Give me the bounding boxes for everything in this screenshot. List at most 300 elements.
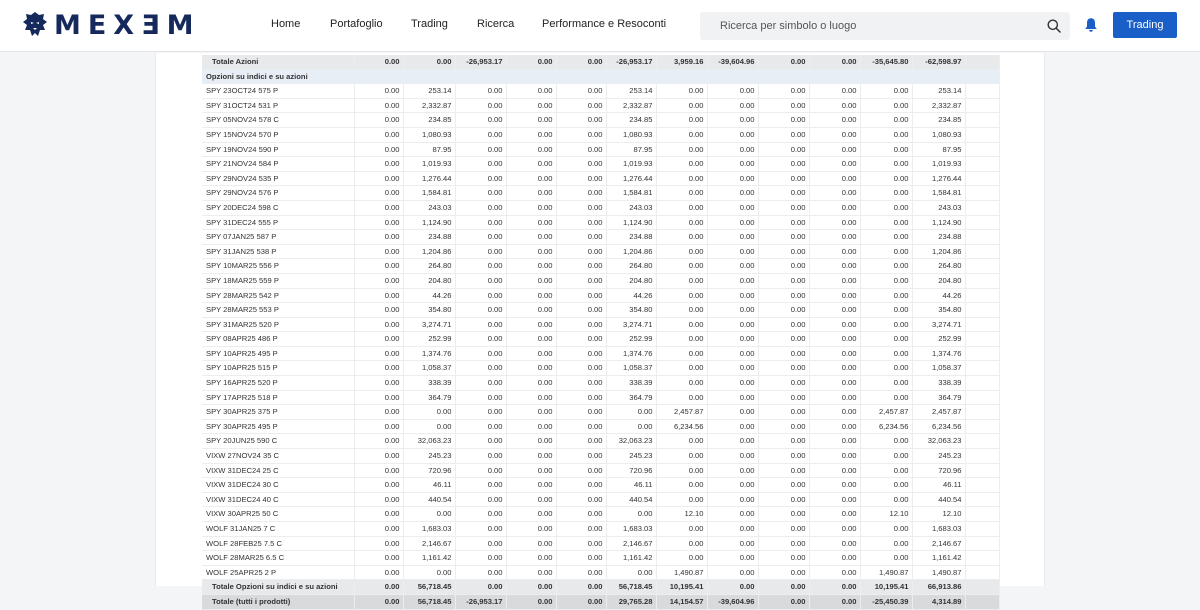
value-cell: 0.00 (354, 142, 403, 157)
value-cell: 0.00 (506, 405, 556, 420)
value-cell: 0.00 (707, 434, 758, 449)
value-cell: 0.00 (758, 405, 809, 420)
value-cell: 0.00 (354, 492, 403, 507)
spacer-cell (965, 244, 999, 259)
value-cell: 0.00 (556, 463, 606, 478)
value-cell: 66,913.86 (912, 580, 965, 595)
value-cell: 0.00 (455, 230, 506, 245)
value-cell: -25,450.39 (860, 594, 912, 609)
value-cell: 0.00 (707, 507, 758, 522)
value-cell: 338.39 (403, 376, 455, 391)
value-cell: 0.00 (707, 142, 758, 157)
value-cell: 0.00 (809, 288, 860, 303)
value-cell: 2,457.87 (860, 405, 912, 420)
value-cell: 0.00 (707, 200, 758, 215)
value-cell: 1,584.81 (606, 186, 656, 201)
value-cell: 0.00 (758, 98, 809, 113)
value-cell: 32,063.23 (606, 434, 656, 449)
value-cell: 0.00 (860, 317, 912, 332)
value-cell: 0.00 (656, 157, 707, 172)
value-cell: 0.00 (506, 288, 556, 303)
value-cell: 46.11 (606, 478, 656, 493)
value-cell: 364.79 (606, 390, 656, 405)
search-box (700, 12, 1070, 40)
value-cell: 0.00 (506, 157, 556, 172)
value-cell: 0.00 (506, 230, 556, 245)
value-cell: 0.00 (506, 594, 556, 609)
value-cell: 0.00 (455, 390, 506, 405)
table-row (202, 536, 999, 551)
value-cell: 0.00 (556, 127, 606, 142)
value-cell: 0.00 (707, 230, 758, 245)
value-cell: 0.00 (556, 449, 606, 464)
value-cell: 0.00 (354, 55, 403, 69)
value-cell: 0.00 (403, 55, 455, 69)
row-label: SPY 30APR25 375 P (202, 405, 354, 420)
value-cell: 0.00 (809, 186, 860, 201)
spacer-cell (965, 522, 999, 537)
value-cell: 0.00 (455, 288, 506, 303)
table-row (202, 332, 999, 347)
bell-icon[interactable] (1084, 17, 1098, 33)
spacer-cell (965, 507, 999, 522)
value-cell: 0.00 (556, 244, 606, 259)
value-cell: 0.00 (455, 317, 506, 332)
value-cell: 0.00 (809, 361, 860, 376)
value-cell: 0.00 (707, 376, 758, 391)
value-cell: 0.00 (556, 536, 606, 551)
value-cell: 0.00 (455, 259, 506, 274)
search-icon[interactable] (1047, 19, 1061, 33)
nav-item-portafoglio[interactable]: Portafoglio (330, 18, 383, 30)
value-cell: 1,019.93 (403, 157, 455, 172)
value-cell: 0.00 (556, 434, 606, 449)
value-cell: 0.00 (860, 142, 912, 157)
row-label: WOLF 28FEB25 7.5 C (202, 536, 354, 551)
row-label: SPY 08APR25 486 P (202, 332, 354, 347)
value-cell: 3,274.71 (403, 317, 455, 332)
row-label: SPY 10APR25 515 P (202, 361, 354, 376)
value-cell: 0.00 (656, 98, 707, 113)
value-cell: 0.00 (758, 55, 809, 69)
value-cell: 0.00 (860, 127, 912, 142)
value-cell: 0.00 (656, 244, 707, 259)
value-cell: 0.00 (758, 449, 809, 464)
value-cell: 0.00 (809, 478, 860, 493)
value-cell: 264.80 (606, 259, 656, 274)
row-label: SPY 19NOV24 590 P (202, 142, 354, 157)
value-cell: 2,146.67 (912, 536, 965, 551)
value-cell: 0.00 (707, 127, 758, 142)
row-label: SPY 31MAR25 520 P (202, 317, 354, 332)
spacer-cell (965, 434, 999, 449)
value-cell: 0.00 (455, 405, 506, 420)
spacer-cell (965, 346, 999, 361)
row-label: SPY 07JAN25 587 P (202, 230, 354, 245)
grand-total-row (202, 594, 999, 609)
value-cell: 0.00 (656, 273, 707, 288)
value-cell: 0.00 (860, 84, 912, 99)
value-cell: 0.00 (707, 565, 758, 580)
spacer-cell (965, 551, 999, 566)
value-cell: 44.26 (403, 288, 455, 303)
value-cell: 0.00 (354, 463, 403, 478)
value-cell: 0.00 (354, 317, 403, 332)
value-cell: 0.00 (354, 376, 403, 391)
value-cell: 3,274.71 (606, 317, 656, 332)
value-cell: 253.14 (912, 84, 965, 99)
value-cell: 29,765.28 (606, 594, 656, 609)
value-cell: 0.00 (860, 230, 912, 245)
spacer-cell (965, 463, 999, 478)
value-cell: 0.00 (758, 142, 809, 157)
value-cell: 0.00 (455, 142, 506, 157)
value-cell: 0.00 (506, 186, 556, 201)
value-cell: 87.95 (912, 142, 965, 157)
value-cell: 0.00 (354, 186, 403, 201)
value-cell: 1,276.44 (912, 171, 965, 186)
value-cell: 0.00 (707, 157, 758, 172)
value-cell: 234.88 (912, 230, 965, 245)
value-cell: 0.00 (758, 259, 809, 274)
value-cell: 0.00 (455, 346, 506, 361)
value-cell: -26,953.17 (455, 594, 506, 609)
spacer-cell (965, 98, 999, 113)
value-cell: 0.00 (860, 492, 912, 507)
value-cell: 0.00 (707, 449, 758, 464)
subtotal-row-azioni (202, 55, 999, 69)
value-cell: 234.88 (403, 230, 455, 245)
value-cell: 0.00 (506, 346, 556, 361)
value-cell: 0.00 (656, 127, 707, 142)
row-label: SPY 21NOV24 584 P (202, 157, 354, 172)
value-cell: 0.00 (758, 186, 809, 201)
value-cell: 0.00 (860, 273, 912, 288)
value-cell: 0.00 (656, 478, 707, 493)
value-cell: 0.00 (354, 405, 403, 420)
value-cell: 0.00 (556, 171, 606, 186)
report-content (155, 53, 1045, 606)
value-cell: 0.00 (506, 259, 556, 274)
value-cell: 0.00 (556, 376, 606, 391)
value-cell: 0.00 (354, 390, 403, 405)
value-cell: 0.00 (556, 405, 606, 420)
spacer-cell (965, 317, 999, 332)
value-cell: 0.00 (809, 142, 860, 157)
table-row (202, 361, 999, 376)
value-cell: 0.00 (809, 113, 860, 128)
spacer-cell (965, 186, 999, 201)
value-cell: 1,276.44 (606, 171, 656, 186)
value-cell: 0.00 (656, 200, 707, 215)
value-cell: 0.00 (758, 215, 809, 230)
row-label: SPY 16APR25 520 P (202, 376, 354, 391)
row-label: SPY 29NOV24 576 P (202, 186, 354, 201)
spacer-cell (965, 288, 999, 303)
value-cell: 0.00 (860, 244, 912, 259)
value-cell: 0.00 (758, 565, 809, 580)
value-cell: 338.39 (912, 376, 965, 391)
value-cell: 0.00 (809, 551, 860, 566)
value-cell: 0.00 (656, 317, 707, 332)
value-cell: 0.00 (455, 303, 506, 318)
value-cell: 252.99 (912, 332, 965, 347)
value-cell: 0.00 (506, 419, 556, 434)
value-cell: 0.00 (809, 390, 860, 405)
spacer-cell (965, 113, 999, 128)
value-cell: 440.54 (403, 492, 455, 507)
value-cell: 0.00 (809, 419, 860, 434)
row-label: SPY 31DEC24 555 P (202, 215, 354, 230)
table-row (202, 478, 999, 493)
value-cell: 0.00 (354, 303, 403, 318)
table-row (202, 463, 999, 478)
value-cell: 0.00 (556, 565, 606, 580)
value-cell: 0.00 (809, 303, 860, 318)
value-cell: 0.00 (606, 419, 656, 434)
value-cell: 0.00 (354, 478, 403, 493)
value-cell: 56,718.45 (606, 580, 656, 595)
value-cell: 0.00 (707, 259, 758, 274)
value-cell: 234.85 (606, 113, 656, 128)
value-cell: 0.00 (556, 288, 606, 303)
value-cell: 0.00 (455, 565, 506, 580)
value-cell: 0.00 (809, 376, 860, 391)
value-cell: 0.00 (860, 478, 912, 493)
row-label: SPY 23OCT24 575 P (202, 84, 354, 99)
value-cell: 0.00 (455, 376, 506, 391)
value-cell: -26,953.17 (606, 55, 656, 69)
value-cell: 0.00 (758, 244, 809, 259)
value-cell: 3,274.71 (912, 317, 965, 332)
value-cell: -35,645.80 (860, 55, 912, 69)
value-cell: 0.00 (506, 522, 556, 537)
value-cell: 6,234.56 (656, 419, 707, 434)
value-cell: 0.00 (354, 84, 403, 99)
value-cell: 0.00 (656, 84, 707, 99)
value-cell: 0.00 (455, 98, 506, 113)
value-cell: 0.00 (758, 288, 809, 303)
value-cell: 0.00 (455, 507, 506, 522)
value-cell: 0.00 (354, 361, 403, 376)
brand-wordmark: MEXƎM (54, 9, 201, 41)
row-label: VIXW 31DEC24 25 C (202, 463, 354, 478)
value-cell: 1,058.37 (912, 361, 965, 376)
row-label: SPY 10APR25 495 P (202, 346, 354, 361)
value-cell: 0.00 (758, 200, 809, 215)
value-cell: 32,063.23 (912, 434, 965, 449)
value-cell: 0.00 (455, 186, 506, 201)
value-cell: 0.00 (354, 288, 403, 303)
value-cell: 0.00 (707, 171, 758, 186)
value-cell: 0.00 (656, 186, 707, 201)
value-cell: 1,490.87 (860, 565, 912, 580)
value-cell: 204.80 (606, 273, 656, 288)
value-cell: 56,718.45 (403, 580, 455, 595)
value-cell: 0.00 (758, 317, 809, 332)
table-row (202, 390, 999, 405)
value-cell: 253.14 (606, 84, 656, 99)
spacer-cell (965, 361, 999, 376)
nav-item-performance[interactable]: Performance e Resoconti (542, 18, 667, 30)
value-cell: 0.00 (354, 332, 403, 347)
value-cell: 0.00 (809, 259, 860, 274)
section-header-row (202, 69, 999, 84)
value-cell: 0.00 (809, 127, 860, 142)
value-cell: 440.54 (606, 492, 656, 507)
value-cell: 0.00 (809, 84, 860, 99)
value-cell: 0.00 (809, 317, 860, 332)
value-cell: 204.80 (403, 273, 455, 288)
nav-item-home[interactable]: Home (271, 18, 301, 30)
value-cell: 0.00 (809, 273, 860, 288)
table-row (202, 186, 999, 201)
value-cell: 0.00 (506, 303, 556, 318)
table-row (202, 98, 999, 113)
value-cell: 0.00 (707, 405, 758, 420)
value-cell: 0.00 (455, 361, 506, 376)
value-cell: 1,683.03 (912, 522, 965, 537)
brand-logo[interactable] (22, 9, 200, 41)
value-cell: 1,058.37 (403, 361, 455, 376)
value-cell: 1,204.86 (606, 244, 656, 259)
value-cell: 0.00 (809, 492, 860, 507)
nav-item-ricerca[interactable]: Ricerca (477, 18, 515, 30)
table-row (202, 434, 999, 449)
spacer-cell (965, 200, 999, 215)
value-cell: 0.00 (860, 98, 912, 113)
table-row (202, 127, 999, 142)
value-cell: 0.00 (506, 390, 556, 405)
value-cell: 0.00 (354, 98, 403, 113)
value-cell: 0.00 (455, 171, 506, 186)
value-cell: 0.00 (455, 332, 506, 347)
table-row (202, 273, 999, 288)
row-label: Totale Azioni (202, 55, 354, 69)
spacer-cell (965, 157, 999, 172)
value-cell: 0.00 (455, 200, 506, 215)
value-cell: 0.00 (354, 565, 403, 580)
value-cell: 0.00 (556, 478, 606, 493)
value-cell: 0.00 (707, 463, 758, 478)
row-label: SPY 05NOV24 578 C (202, 113, 354, 128)
value-cell: 0.00 (556, 215, 606, 230)
value-cell: 243.03 (606, 200, 656, 215)
value-cell: 0.00 (506, 332, 556, 347)
value-cell: 0.00 (354, 594, 403, 609)
table-row (202, 259, 999, 274)
value-cell: 1,683.03 (606, 522, 656, 537)
value-cell: 0.00 (455, 580, 506, 595)
value-cell: 0.00 (354, 580, 403, 595)
value-cell: 0.00 (707, 522, 758, 537)
value-cell: 1,124.90 (403, 215, 455, 230)
value-cell: 0.00 (506, 142, 556, 157)
value-cell: 87.95 (606, 142, 656, 157)
value-cell: 0.00 (506, 376, 556, 391)
row-label: VIXW 31DEC24 30 C (202, 478, 354, 493)
row-label: SPY 18MAR25 559 P (202, 273, 354, 288)
value-cell: 2,332.87 (606, 98, 656, 113)
trading-button[interactable]: Trading (1113, 12, 1177, 38)
table-row (202, 244, 999, 259)
value-cell: 720.96 (403, 463, 455, 478)
spacer-cell (965, 580, 999, 595)
value-cell: 0.00 (455, 127, 506, 142)
value-cell: 0.00 (860, 215, 912, 230)
value-cell: 0.00 (758, 127, 809, 142)
value-cell: 0.00 (455, 449, 506, 464)
value-cell: 0.00 (556, 142, 606, 157)
value-cell: 0.00 (707, 492, 758, 507)
value-cell: 0.00 (656, 230, 707, 245)
spacer-cell (965, 419, 999, 434)
value-cell: 0.00 (455, 522, 506, 537)
value-cell: 0.00 (506, 317, 556, 332)
value-cell: 0.00 (455, 492, 506, 507)
value-cell: 1,683.03 (403, 522, 455, 537)
value-cell: 0.00 (354, 419, 403, 434)
value-cell: 44.26 (606, 288, 656, 303)
value-cell: 364.79 (403, 390, 455, 405)
value-cell: 0.00 (506, 98, 556, 113)
value-cell: 0.00 (656, 259, 707, 274)
value-cell: 0.00 (556, 273, 606, 288)
spacer-cell (965, 230, 999, 245)
value-cell: 0.00 (860, 463, 912, 478)
table-row (202, 449, 999, 464)
value-cell: 0.00 (556, 157, 606, 172)
value-cell: 720.96 (912, 463, 965, 478)
value-cell: 0.00 (455, 157, 506, 172)
value-cell: 0.00 (354, 259, 403, 274)
value-cell: 0.00 (556, 522, 606, 537)
value-cell: 0.00 (506, 565, 556, 580)
value-cell: 245.23 (606, 449, 656, 464)
row-label: SPY 10MAR25 556 P (202, 259, 354, 274)
value-cell: 0.00 (506, 200, 556, 215)
value-cell: 0.00 (354, 507, 403, 522)
search-input[interactable] (700, 12, 1040, 40)
value-cell: 0.00 (707, 536, 758, 551)
value-cell: 0.00 (809, 346, 860, 361)
value-cell: 264.80 (912, 259, 965, 274)
value-cell: 0.00 (556, 230, 606, 245)
value-cell: 0.00 (656, 522, 707, 537)
value-cell: 354.80 (403, 303, 455, 318)
value-cell: 0.00 (506, 113, 556, 128)
table-row (202, 142, 999, 157)
value-cell: 1,374.76 (606, 346, 656, 361)
value-cell: 1,276.44 (403, 171, 455, 186)
table-row (202, 492, 999, 507)
value-cell: -39,604.96 (707, 594, 758, 609)
value-cell: 0.00 (556, 551, 606, 566)
value-cell: 0.00 (758, 113, 809, 128)
value-cell: 0.00 (656, 536, 707, 551)
table-row (202, 507, 999, 522)
value-cell: 0.00 (656, 346, 707, 361)
row-label: SPY 31OCT24 531 P (202, 98, 354, 113)
table-row (202, 551, 999, 566)
value-cell: 0.00 (809, 463, 860, 478)
section-title: Opzioni su indici e su azioni (202, 69, 999, 84)
spacer-cell (965, 492, 999, 507)
table-row (202, 215, 999, 230)
value-cell: 0.00 (656, 449, 707, 464)
spacer-cell (965, 565, 999, 580)
nav-item-trading[interactable]: Trading (411, 18, 448, 30)
